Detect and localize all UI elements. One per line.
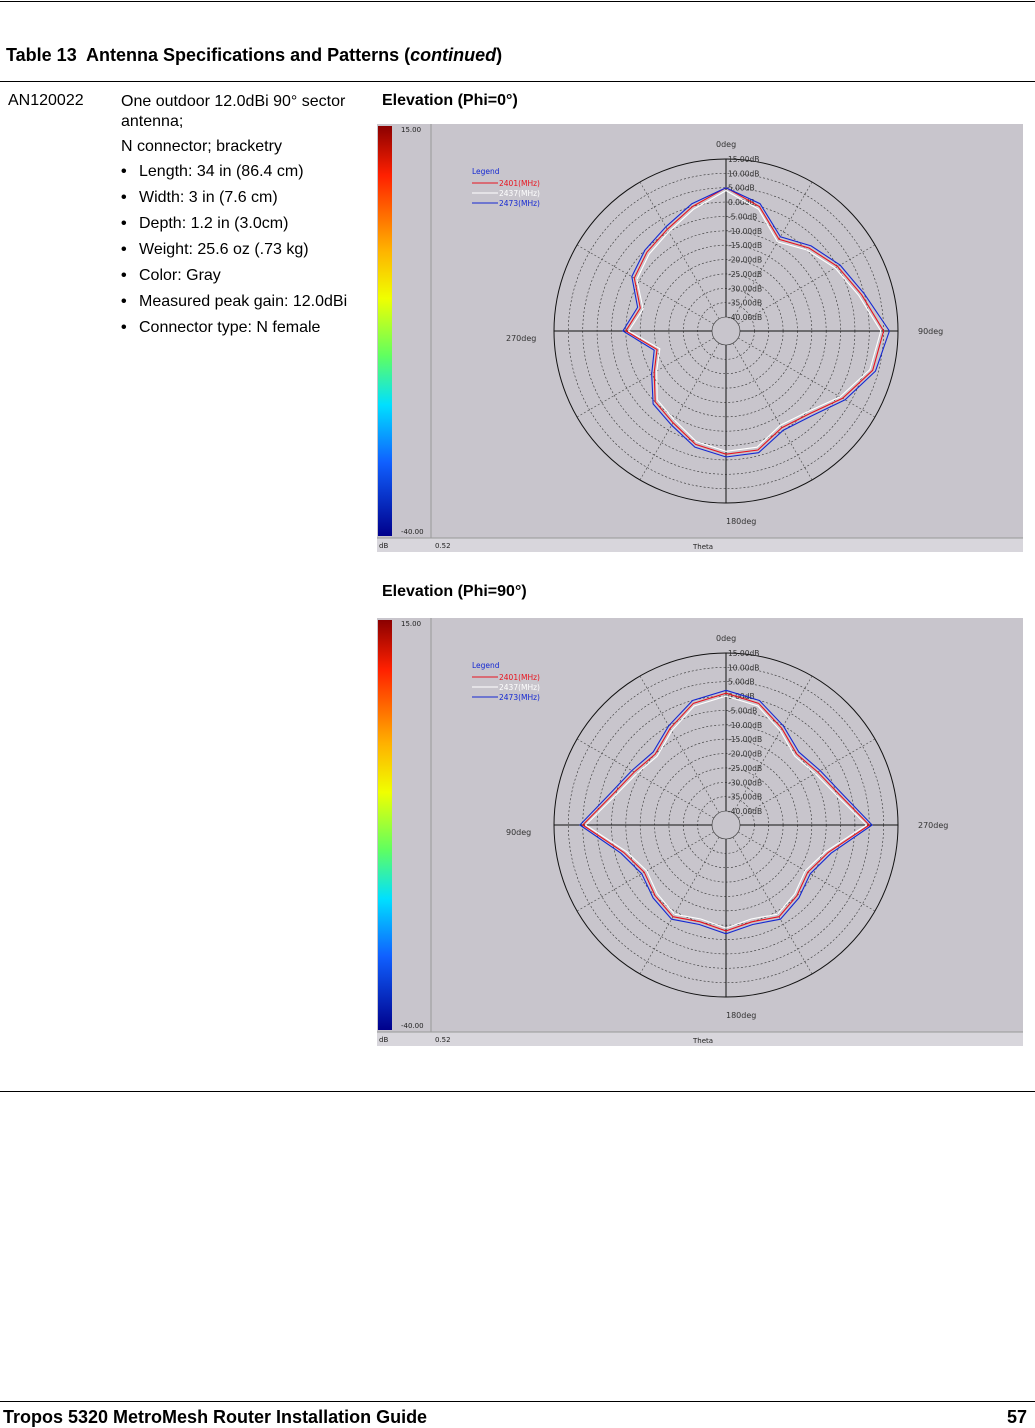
color-scale-bar [378,620,392,1030]
bullet-icon: • [121,215,127,232]
scale-min-label: -40.00 [401,528,424,536]
ring-label: -25.00dB [728,763,763,773]
description-line-2: N connector; bracketry [121,138,282,155]
angle-label-top: 0deg [716,140,737,149]
spec-list [121,162,353,338]
top-rule [0,1,1035,2]
spec-item: • Width: 3 in (7.6 cm) [121,189,278,206]
ring-label: -40.00dB [728,313,763,322]
ring-label: -10.00dB [728,226,763,236]
ring-label: 5.00dB [728,677,755,687]
legend-entry: 2437(MHz) [499,189,540,198]
scale-max-label: 15.00 [401,126,422,134]
status-value: 0.52 [435,542,451,550]
angle-label-bottom: 180deg [726,517,757,526]
polar-chart-svg [377,618,1023,1046]
legend-title: Legend [472,167,500,176]
table-title [6,45,502,66]
table-title-continued: continued [410,45,497,65]
ring-label: -5.00dB [728,706,758,716]
legend-entry: 2437(MHz) [499,683,540,692]
footer-rule [0,1401,1035,1402]
page-number: 57 [1006,1407,1027,1427]
description-line-1: One outdoor 12.0dBi 90° sector antenna; [121,93,346,130]
ring-label: 5.00dB [728,183,755,193]
table-title-suffix: ) [496,45,503,65]
ring-label: 15.00dB [728,155,760,164]
polar-chart-phi0 [377,124,1023,552]
scale-unit-label: dB [379,1036,389,1044]
ring-label: 15.00dB [728,649,760,658]
plot-background [377,124,1023,552]
scale-min-label: -40.00 [401,1022,424,1030]
legend-entry: 2401(MHz) [499,673,540,682]
bullet-icon: • [121,319,127,336]
color-scale-bar [378,126,392,536]
ring-label: 0.00dB [728,692,755,702]
table-header-rule [0,81,1035,82]
legend-entry: 2473(MHz) [499,199,540,208]
ring-label: -30.00dB [728,284,763,294]
angle-label-bottom: 180deg [726,1011,757,1020]
model-number: AN120022 [8,92,84,109]
spec-item: • Weight: 25.6 oz (.73 kg) [121,241,309,258]
angle-label-left: 270deg [506,334,537,343]
legend-title: Legend [472,661,500,670]
ring-label: 10.00dB [728,169,760,179]
ring-label: -15.00dB [728,735,763,745]
ring-label: -5.00dB [728,212,758,222]
plot-background [377,618,1023,1046]
ring-label: -10.00dB [728,720,763,730]
spec-item: • Depth: 1.2 in (3.0cm) [121,215,289,232]
table-bottom-rule [0,1091,1035,1092]
footer-title: Tropos 5320 MetroMesh Router Installation Guide [3,1407,428,1427]
status-value: 0.52 [435,1036,451,1044]
ring-label: 0.00dB [728,198,755,208]
legend-entry: 2401(MHz) [499,179,540,188]
ring-label: -15.00dB [728,241,763,251]
angle-label-top: 0deg [716,634,737,643]
status-axis-label: Theta [693,1037,714,1045]
angle-label-right: 270deg [918,821,949,830]
polar-chart-svg [377,124,1023,552]
ring-label: -35.00dB [728,792,763,802]
status-axis-label: Theta [693,543,714,551]
legend-entry: 2473(MHz) [499,693,540,702]
ring-label: -40.00dB [728,807,763,816]
table-title-prefix: Antenna Specifications and Patterns ( [86,45,411,65]
scale-max-label: 15.00 [401,620,422,628]
spec-item: • Color: Gray [121,267,221,284]
ring-label: -20.00dB [728,749,763,759]
bullet-icon: • [121,267,127,284]
scale-unit-label: dB [379,542,389,550]
ring-label: 10.00dB [728,663,760,673]
bullet-icon: • [121,163,127,180]
plot-title-phi90: Elevation (Phi=90°) [382,583,527,600]
table-label: Table 13 [6,45,77,65]
ring-label: -35.00dB [728,298,763,308]
bullet-icon: • [121,241,127,258]
plot-title-phi0: Elevation (Phi=0°) [382,92,518,109]
angle-label-left: 90deg [506,828,532,837]
antenna-description [121,92,353,344]
ring-label: -30.00dB [728,778,763,788]
ring-label: -20.00dB [728,255,763,265]
polar-chart-phi90 [377,618,1023,1046]
spec-item: • Connector type: N female [121,319,321,336]
bullet-icon: • [121,189,127,206]
bullet-icon: • [121,293,127,310]
angle-label-right: 90deg [918,327,944,336]
spec-item: • Length: 34 in (86.4 cm) [121,163,304,180]
spec-item: • Measured peak gain: 12.0dBi [121,293,348,310]
ring-label: -25.00dB [728,269,763,279]
